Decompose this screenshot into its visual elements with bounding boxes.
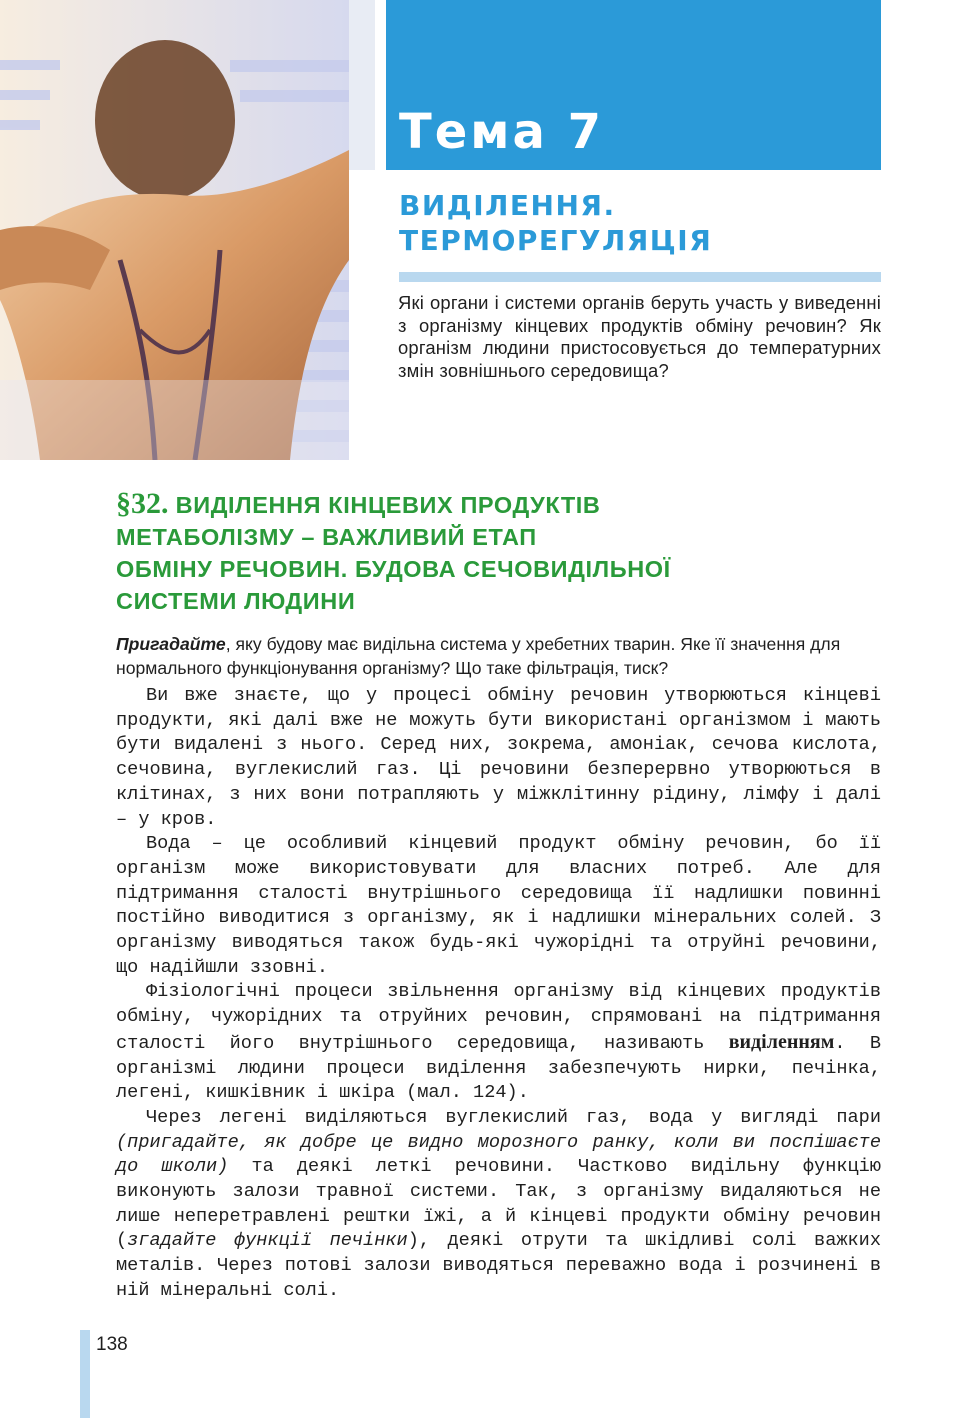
topic-title: Тема 7 [399,104,605,160]
section-heading-line [116,488,756,521]
page-margin-bar [80,1330,90,1418]
topic-subtitle-line: ТЕРМОРЕГУЛЯЦІЯ [399,224,713,257]
topic-intro: Які органи і системи органів беруть участь у виведенні з організму кінцевих продуктів обміну речовин? Як організм людини пристосовується до температурних змін зовнішнього середовища? [398,292,881,381]
recall-text: , яку будову має видільна система у хребетних тварин. Яке її значення для нормального функціонування організму? Що таке фільтрація, тиск? [116,634,841,678]
paragraph-text: та деякі леткі речовини. Частково видільну функцію виконують залози травної системи. Так, з організму видаляються не лише неперетравлені рештки їжі, а й кінцеві продукти обміну речовин ( [116,1156,881,1252]
divider-rule [399,272,881,282]
section-heading-line: СИСТЕМИ ЛЮДИНИ [116,588,356,614]
paragraph [116,980,881,1106]
recall-prompt [116,632,881,680]
topic-subtitle-line: ВИДІЛЕННЯ. [399,189,616,222]
paragraph-text: . В організмі людини процеси виділення забезпечують нирки, печінка, легені, кишківник і шкіра (мал. 124). [116,1032,881,1104]
topic-subtitle [399,188,869,258]
paragraph-text: Через легені виділяються вуглекислий газ, вода у вигляді пари [146,1106,881,1128]
paragraph: Вода – це особливий кінцевий продукт обміну речовин, бо її організм може використовувати для власних потреб. Але для підтримання сталості внутрішнього середовища її надлишки повинні постійно виводитися з організму, як і надлишки мінеральних солей. З організму виводяться також будь-які чужорідні та отруйні речовини, що надійшли ззовні. [116,833,881,978]
page-number: 138 [96,1334,128,1355]
header-photo [0,0,349,460]
italic-note: згадайте функції печінки [127,1230,408,1252]
body-text [116,684,881,1304]
section-number: §32. [116,487,169,520]
recall-lead: Пригадайте [116,634,226,654]
paragraph [116,1106,881,1304]
paragraph-text: ), деякі отрути та шкідливі солі важких металів. Через потові залози виводяться переважно вода і розчинені в ній мінеральні солі. [116,1230,881,1301]
athlete-illustration [0,0,349,460]
key-term: виділенням [728,1030,835,1053]
paragraph-text: Фізіологічні процеси звільнення організму від кінцевих продуктів обміну, чужорідних та отруйних речовин, спрямовані на підтримання сталості його внутрішнього середовища, називають [116,981,881,1054]
section-heading-line: ОБМІНУ РЕЧОВИН. БУДОВА СЕЧОВИДІЛЬНОЇ [116,556,671,582]
paragraph: Ви вже знаєте, що у процесі обміну речовин утворюються кінцеві продукти, які далі вже не можуть бути використані організмом і мають бути видалені з нього. Серед них, зокрема, амоніак, сечова кислота, сечовина, вуглекислий газ. Ці речовини безперервно утворюються в клітинах, з них вони потрапляють у міжклітинну рідину, лімфу і далі – у кров. [116,685,881,830]
section-heading-text: ВИДІЛЕННЯ КІНЦЕВИХ ПРОДУКТІВ [175,492,601,518]
section-heading-line: МЕТАБОЛІЗМУ – ВАЖЛИВИЙ ЕТАП [116,524,537,550]
italic-note: (пригадайте, як добре це видно морозного ранку, коли ви поспішаєте до школи) [116,1131,881,1178]
section-heading [116,488,756,617]
